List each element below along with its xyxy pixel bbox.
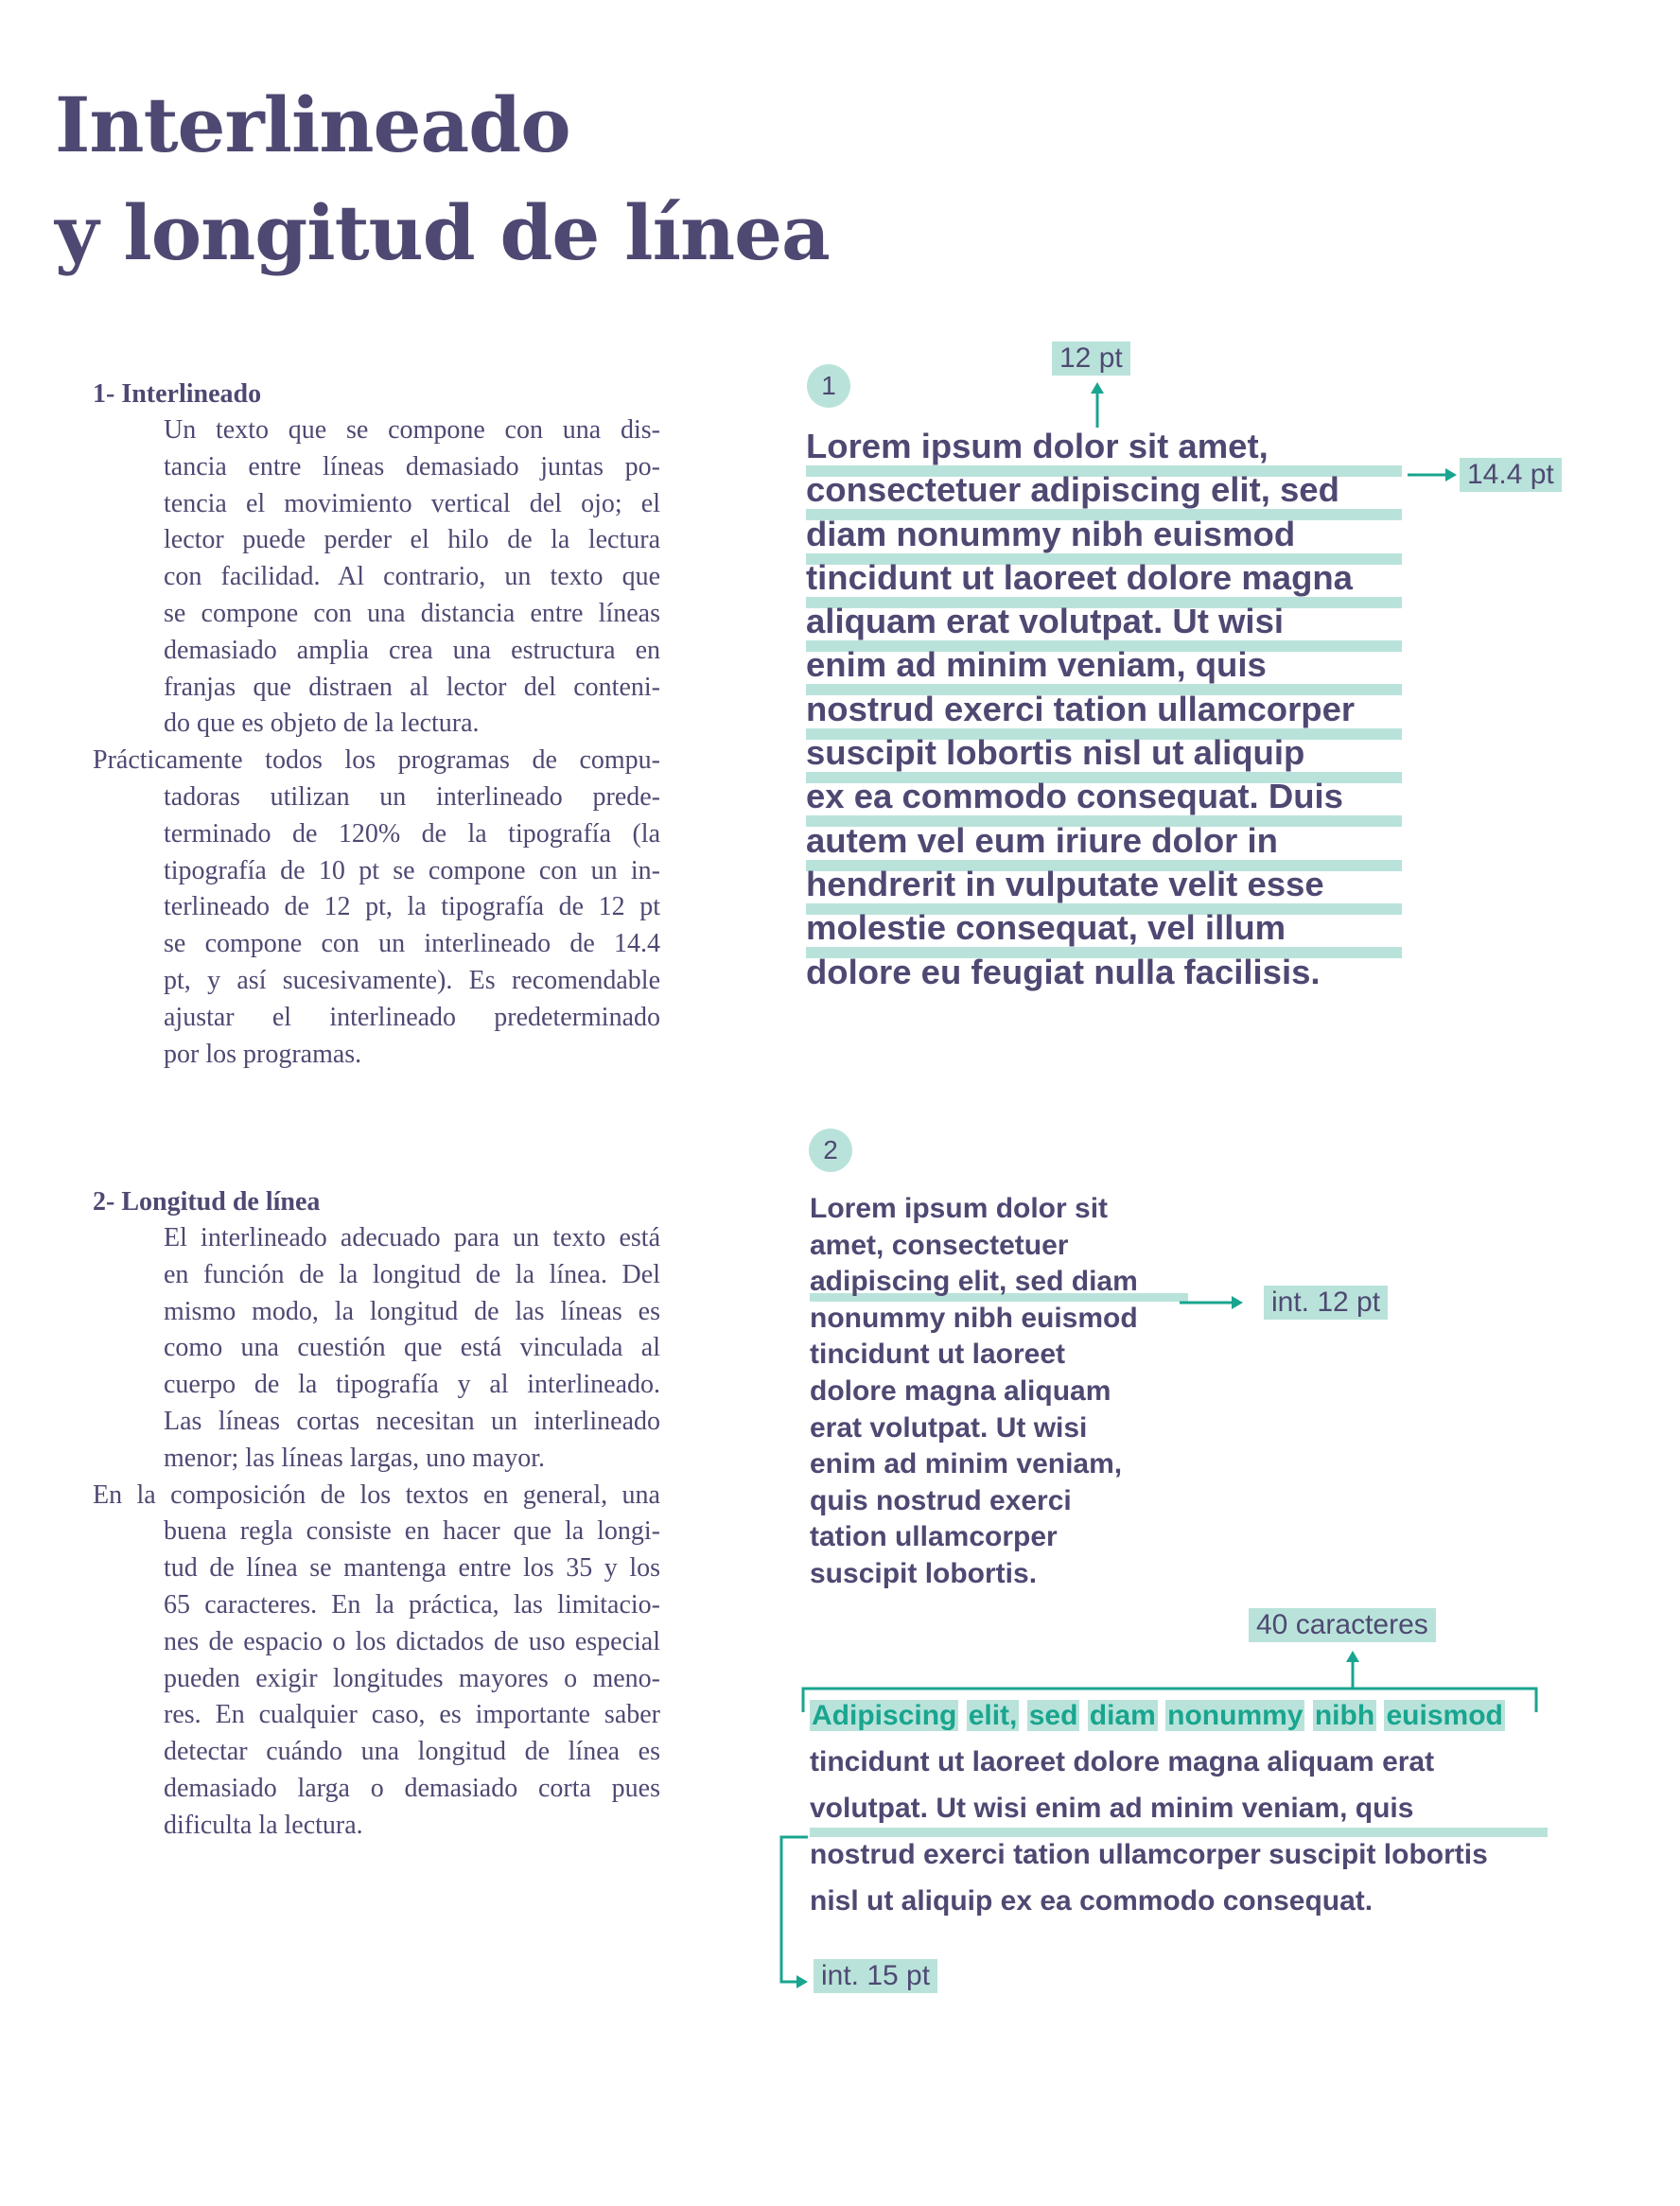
bracket-line [781,1837,808,1982]
highlighted-word: diam [1089,1700,1156,1731]
text-line: nes de espacio o los dictados de uso especial [164,1626,660,1656]
text-line: Un texto que se compone con una dis- [164,415,660,445]
bracket-line [803,1689,1536,1712]
highlighted-word: nonummy [1167,1700,1304,1731]
text-line: tipografía de 10 pt se compone con un in- [164,855,660,885]
text-line: pueden exigir longitudes mayores o meno- [164,1663,660,1693]
sample-line-text: molestie consequat, vel illum [806,908,1286,948]
text-line: tancia entre líneas demasiado juntas po- [164,451,660,481]
sample-line-text: diam nonummy nibh euismod [806,514,1296,553]
text-line: terlineado de 12 pt, la tipografía de 12 pt [164,892,660,922]
sample-line-text: tincidunt ut laoreet dolore magna [806,557,1353,597]
leading-label: int. 15 pt [814,1959,937,1993]
text-line: pt, y así sucesivamente). Es recomendable [164,965,660,995]
sample-line: quis nostrud exerci [810,1484,1072,1516]
sample-line-text: aliquam erat volutpat. Ut wisi [806,602,1285,641]
sample-line: nisl ut aliquip ex ea commodo consequat. [810,1885,1374,1917]
text-line: do que es objeto de la lectura. [164,709,480,739]
font-size-label: 12 pt [1052,341,1130,376]
title-line-2: y longitud de línea [55,188,830,277]
text-line: cuerpo de la tipografía y al interlineado. [164,1370,660,1400]
text-line: ajustar el interlineado predeterminado [164,1002,660,1032]
sample-line: nonummy nibh euismod [810,1302,1138,1334]
text-line: terminado de 120% de la tipografía (la [164,818,660,849]
sample-line: erat volutpat. Ut wisi [810,1411,1088,1444]
text-line: Prácticamente todos los programas de compu- [93,745,660,776]
leading-label: 14.4 pt [1460,458,1562,492]
text-line: demasiado larga o demasiado corta pues [164,1773,660,1803]
sample-line: tation ullamcorper [810,1521,1058,1553]
text-line: como una cuestión que está vinculada al [164,1333,660,1363]
sample-line: suscipit lobortis. [810,1557,1038,1589]
example-1-badge: 1 [807,364,850,408]
text-line: en función de la longitud de la línea. Del [164,1259,660,1289]
sample-line: dolore magna aliquam [810,1374,1111,1407]
text-line: dificulta la lectura. [164,1810,363,1840]
text-line: por los programas. [164,1039,362,1069]
sample-line-text: enim ad minim veniam, quis [806,645,1267,685]
sample-line-text: autem vel eum iriure dolor in [806,820,1278,860]
text-line: 65 caracteres. En la práctica, las limitacio- [164,1589,660,1619]
sample-line-text: Lorem ipsum dolor sit amet, [806,427,1269,465]
text-line: res. En cualquier caso, es importante saber [164,1700,660,1730]
text-line: buena regla consiste en hacer que la longi- [164,1516,660,1547]
sample-line-text: hendrerit in vulputate velit esse [806,864,1324,903]
sample-line: nostrud exerci tation ullamcorper suscipit lobortis [810,1839,1488,1870]
text-line: tadoras utilizan un interlineado prede- [164,781,660,812]
text-line: se compone con un interlineado de 14.4 [164,929,660,959]
sample-line-text: consectetuer adipiscing elit, sed [806,470,1339,510]
text-line: detectar cuándo una longitud de línea es [164,1737,660,1767]
arrow-head-icon [796,1975,808,1988]
arrow-head-icon [1445,468,1457,481]
text-line: tencia el movimiento vertical del ojo; el [164,488,660,518]
text-line: menor; las líneas largas, uno mayor. [164,1443,546,1473]
text-line: con facilidad. Al contrario, un texto que [164,562,660,592]
leading-label: int. 12 pt [1264,1286,1388,1320]
sample-line: tincidunt ut laoreet [810,1339,1065,1371]
text-line: demasiado amplia crea una estructura en [164,635,660,665]
example-2-badge: 2 [809,1129,852,1172]
text-line: Las líneas cortas necesitan un interlineado [164,1406,660,1436]
sample-line-text: suscipit lobortis nisl ut aliquip [806,733,1305,773]
sample-line: volutpat. Ut wisi enim ad minim veniam, quis [810,1791,1548,1837]
highlighted-word: euismod [1386,1700,1503,1731]
sample-line: enim ad minim veniam, [810,1448,1123,1480]
sample-line-text: ex ea commodo consequat. Duis [806,777,1343,816]
text-line: mismo modo, la longitud de las líneas es [164,1296,660,1326]
text-line: franjas que distraen al lector del conteni- [164,672,660,702]
arrow-head-icon [1091,382,1104,394]
arrow-head-icon [1232,1296,1243,1309]
text-line: lector puede perder el hilo de la lectura [164,525,660,555]
sample-line: tincidunt ut laoreet dolore magna aliquam erat [810,1746,1435,1777]
text-line: se compone con una distancia entre líneas [164,598,660,628]
highlighted-word: Adipiscing [812,1700,957,1731]
sample-line-text: dolore eu feugiat nulla facilisis. [806,952,1321,991]
sample-line-text: nostrud exerci tation ullamcorper [806,689,1356,728]
title-line-1: Interlineado [55,80,570,169]
section-heading: 2- Longitud de línea [93,1187,321,1217]
text-line: tud de línea se mantenga entre los 35 y los [164,1553,660,1584]
text-line: El interlineado adecuado para un texto está [164,1223,660,1252]
sample-line: amet, consectetuer [810,1229,1069,1261]
sample-line: adipiscing elit, sed diam [810,1265,1188,1302]
highlighted-word: nibh [1314,1700,1375,1731]
sample-line: Lorem ipsum dolor sit [810,1193,1109,1224]
characters-label: 40 caracteres [1249,1608,1436,1642]
highlighted-word: sed [1028,1700,1078,1731]
highlighted-word: elit, [968,1700,1018,1731]
arrow-head-icon [1346,1651,1359,1662]
text-line: En la composición de los textos en general, una [93,1479,660,1510]
section-heading: 1- Interlineado [93,379,262,409]
